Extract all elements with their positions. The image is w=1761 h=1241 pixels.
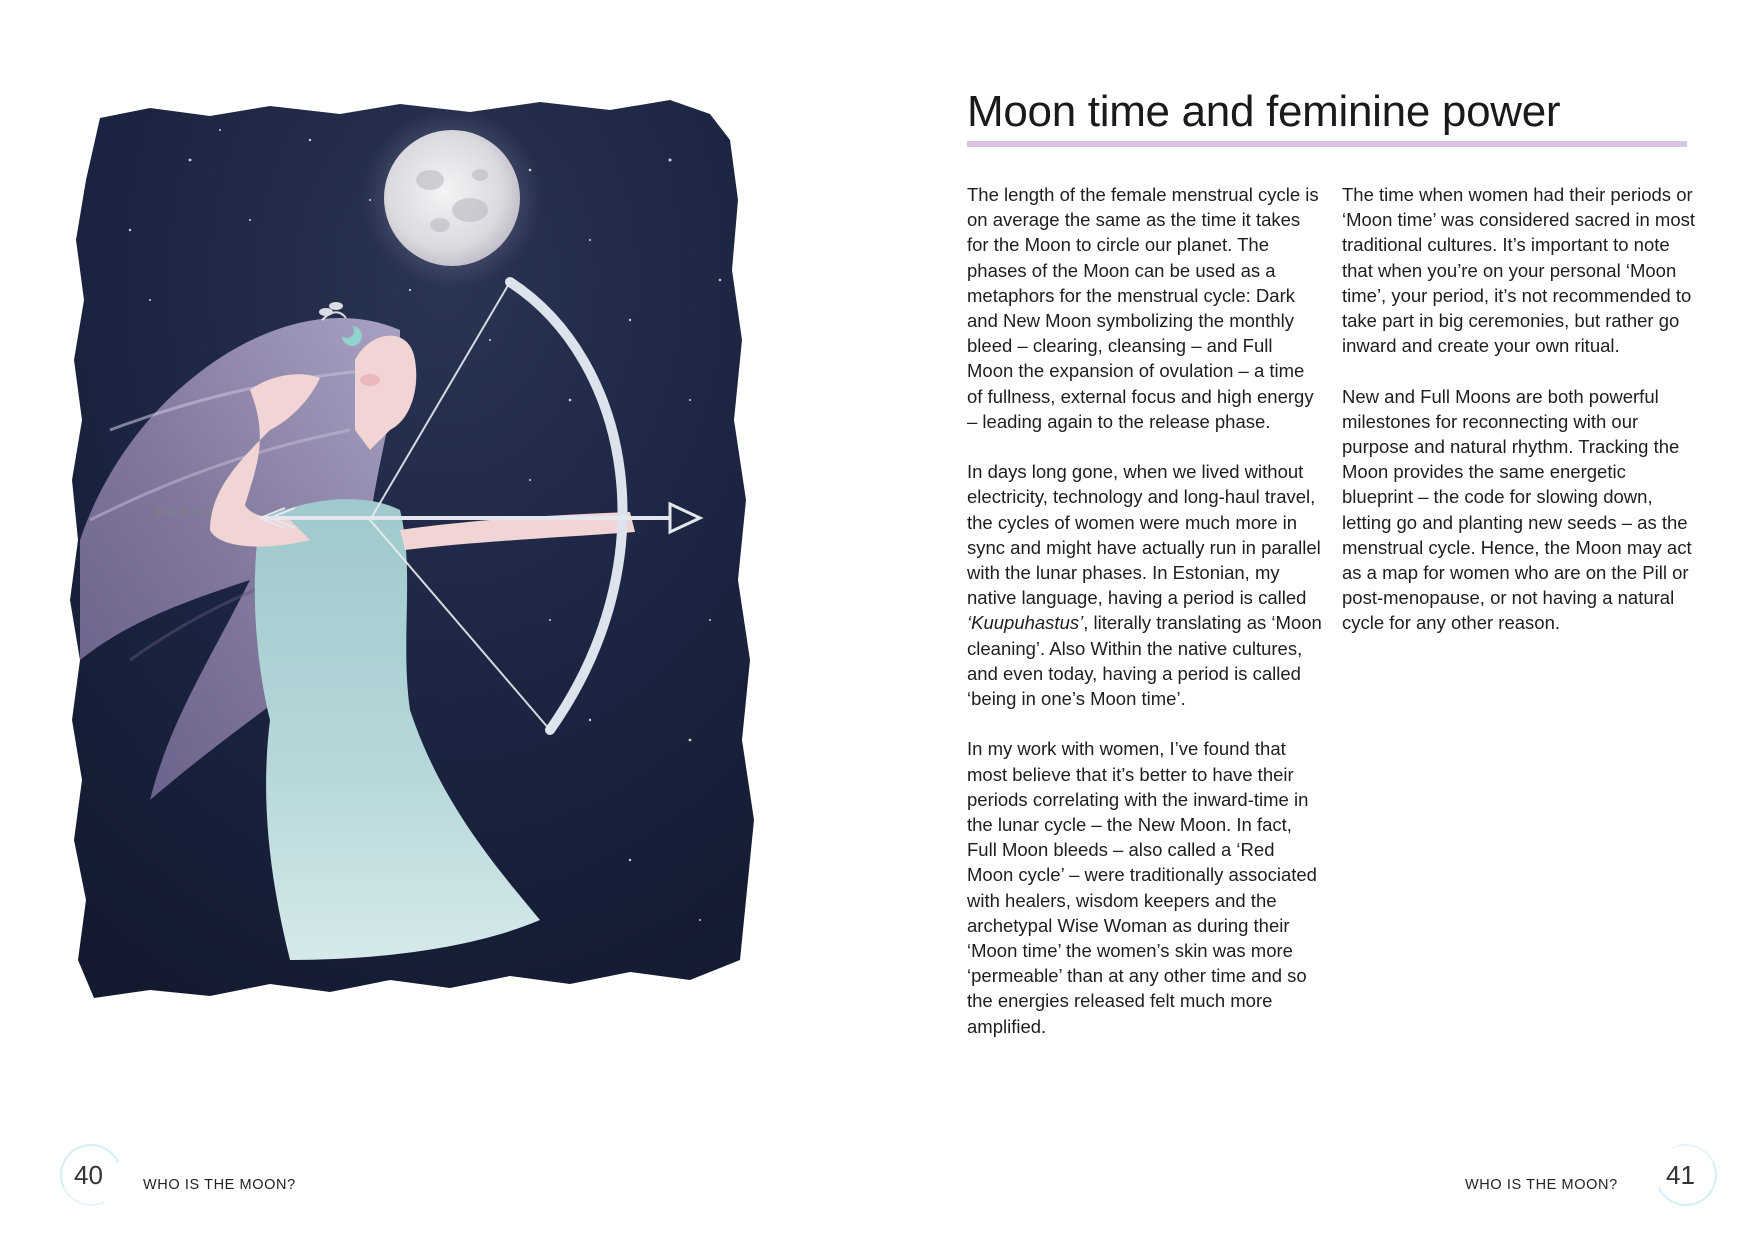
running-head-right: WHO IS THE MOON? — [1465, 1177, 1618, 1193]
paragraph-text: In days long gone, when we lived without electricity, technology and long-haul travel, the cycles of women were much more in sync and might have actually run in parallel with the lunar phases. In Estonian, my native language, having a period is called — [967, 461, 1321, 609]
article-title: Moon time and feminine power — [967, 87, 1561, 136]
title-underline-rule — [967, 141, 1687, 147]
running-head-left: WHO IS THE MOON? — [143, 1177, 296, 1193]
italic-term: ‘Kuupuhastus’ — [967, 612, 1084, 634]
text-column-right — [1342, 182, 1698, 661]
paragraph-text: , literally translating as ‘Moon cleaning’. Also Within the native cultures, and even today, having a period is called ‘being in one’s Moon time’. — [967, 612, 1322, 710]
paragraph: The time when women had their periods or ‘Moon time’ was considered sacred in most traditional cultures. It’s important to note that when you’re on your personal ‘Moon time’, your period, it’s not recommended to take part in big ceremonies, but rather go inward and create your own ritual. — [1342, 184, 1696, 357]
text-column-left — [967, 182, 1323, 1064]
paragraph: In my work with women, I’ve found that most believe that it’s better to have their periods correlating with the inward-time in the lunar cycle – the New Moon. In fact, Full Moon bleeds – also called a ‘Red Moon cycle’ – were traditionally associated with healers, wisdom keepers and the archetypal Wise Woman as during their ‘Moon time’ the women’s skin was more ‘permeable’ than at any other time and so the energies released felt much more amplified. — [967, 738, 1317, 1037]
paragraph: The length of the female menstrual cycle is on average the same as the time it takes for the Moon to circle our planet. The phases of the Moon can be used as a metaphors for the menstrual cycle: Dark and New Moon symbolizing the monthly bleed – clearing, cleansing – and Full Moon the expansion of ovulation – a time of fullness, external focus and high energy – leading again to the release phase. — [967, 184, 1319, 432]
paragraph: New and Full Moons are both powerful milestones for reconnecting with our purpose and natural rhythm. Tracking the Moon provides the same energetic blueprint – the code for slowing down, letting go and planting new seeds – as the menstrual cycle. Hence, the Moon may act as a map for women who are on the Pill or post-menopause, or not having a natural cycle for any other reason. — [1342, 385, 1692, 634]
page-number-left: 40 — [74, 1160, 103, 1190]
paragraph — [967, 459, 1323, 711]
moon-archer-illustration-icon — [70, 100, 800, 1090]
moon-archer-illustration — [70, 100, 800, 1090]
page-number-right: 41 — [1666, 1160, 1695, 1190]
